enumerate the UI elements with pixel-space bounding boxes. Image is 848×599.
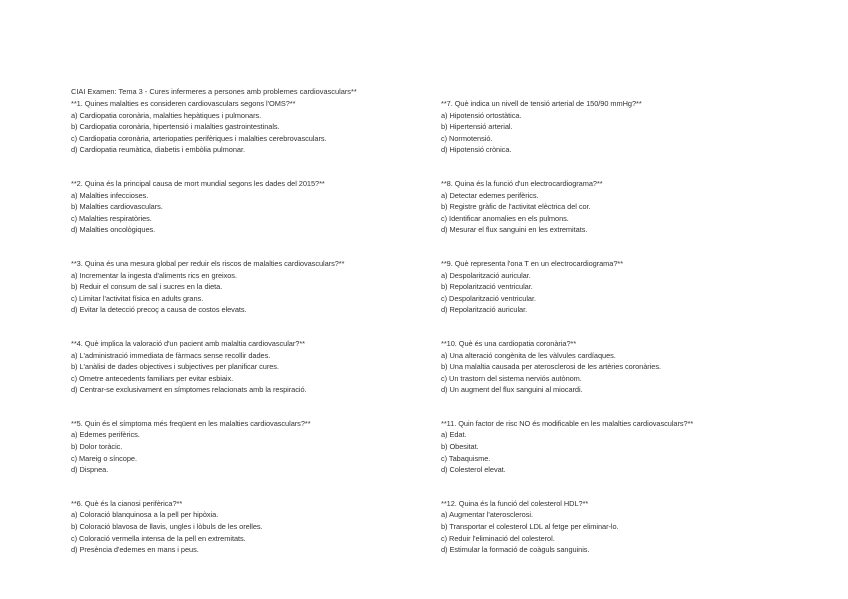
answer-option: c) Reduir l'eliminació del colesterol. — [441, 533, 555, 543]
question-block — [441, 98, 811, 156]
answer-option: a) Incrementar la ingesta d'aliments rics en greixos. — [71, 270, 237, 280]
answer-option: c) Limitar l'activitat física en adults grans. — [71, 293, 204, 303]
question-block — [441, 178, 811, 236]
answer-option: a) Coloració blanquinosa a la pell per hipòxia. — [71, 510, 219, 520]
answer-option: d) Un augment del flux sanguini al miocardi. — [441, 385, 583, 395]
answer-option: c) Un trastorn del sistema nerviós autònom. — [441, 373, 582, 383]
question-text: **8. Quina és la funció d'un electrocardiograma?** — [441, 178, 603, 188]
question-text: **11. Quin factor de risc NO és modificable en les malalties cardiovasculars?** — [441, 418, 694, 428]
answer-option: a) Augmentar l'aterosclerosi. — [441, 510, 533, 520]
answer-option: c) Identificar anomalies en els pulmons. — [441, 213, 569, 223]
left-column — [71, 98, 441, 578]
answer-option: c) Ometre antecedents familiars per evitar esbiaix. — [71, 373, 234, 383]
answer-option: b) Coloració blavosa de llavis, ungles i lòbuls de les orelles. — [71, 522, 263, 532]
question-block — [441, 498, 811, 556]
answer-option: d) Hipotensió crònica. — [441, 145, 512, 155]
question-text: **6. Què és la cianosi perifèrica?** — [71, 498, 183, 508]
answer-option: d) Malalties oncològiques. — [71, 225, 156, 235]
answer-option: d) Presència d'edemes en mans i peus. — [71, 545, 199, 555]
answer-option: d) Repolarització auricular. — [441, 305, 528, 315]
question-text: **1. Quines malalties es consideren cardiovasculars segons l'OMS?** — [71, 99, 296, 108]
answer-option: b) Una malaltia causada per aterosclerosi de les artèries coronàries. — [441, 362, 662, 372]
question-text: **2. Quina és la principal causa de mort mundial segons les dades del 2015?** — [71, 178, 325, 188]
answer-option: b) Repolarització ventricular. — [441, 282, 533, 292]
page-title: CIAI Examen: Tema 3 - Cures infermeres a persones amb problemes cardiovasculars** — [71, 87, 357, 96]
answer-option: a) Despolarització auricular. — [441, 270, 531, 280]
answer-option: b) Obesitat. — [441, 442, 479, 452]
answer-option: a) L'administració immediata de fàrmacs sense recollir dades. — [71, 350, 271, 360]
answer-option: d) Estimular la formació de coàguls sanguinis. — [441, 545, 590, 555]
answer-option: d) Evitar la detecció precoç a causa de costos elevats. — [71, 305, 247, 315]
answer-option: b) Transportar el colesterol LDL al fetge per eliminar-lo. — [441, 522, 619, 532]
question-block — [71, 178, 441, 236]
answer-option: a) Edemes perifèrics. — [71, 430, 140, 440]
question-text: **5. Quin és el símptoma més freqüent en les malalties cardiovasculars?** — [71, 418, 311, 428]
answer-option: c) Coloració vermella intensa de la pell en extremitats. — [71, 533, 246, 543]
answer-option: d) Colesterol elevat. — [441, 465, 506, 475]
question-block — [441, 338, 811, 396]
answer-option: c) Normotensió. — [441, 133, 493, 143]
question-block — [71, 418, 441, 476]
answer-option: d) Dispnea. — [71, 465, 109, 475]
question-text: **9. Què representa l'ona T en un electrocardiograma?** — [441, 258, 624, 268]
answer-option: b) Reduir el consum de sal i sucres en la dieta. — [71, 282, 223, 292]
answer-option: b) Registre gràfic de l'activitat elèctrica del cor. — [441, 202, 591, 212]
answer-option: d) Centrar-se exclusivament en símptomes relacionats amb la respiració. — [71, 385, 307, 395]
answer-option: a) Una alteració congènita de les vàlvules cardíaques. — [441, 350, 616, 360]
right-column — [441, 98, 811, 578]
question-text: **10. Què és una cardiopatia coronària?** — [441, 338, 577, 348]
question-block — [71, 258, 441, 316]
question-text: **12. Quina és la funció del colesterol HDL?** — [441, 498, 589, 508]
question-text: **3. Quina és una mesura global per reduir els riscos de malalties cardiovasculars?** — [71, 258, 345, 268]
answer-option: a) Malalties infeccioses. — [71, 190, 149, 200]
answer-option: c) Mareig o síncope. — [71, 453, 137, 463]
question-block — [71, 98, 441, 156]
answer-option: b) Malalties cardiovasculars. — [71, 202, 163, 212]
answer-option: a) Edat. — [441, 430, 467, 440]
question-block — [441, 258, 811, 316]
answer-option: b) Hipertensió arterial. — [441, 122, 513, 132]
answer-option: d) Cardiopatia reumàtica, diabetis i embòlia pulmonar. — [71, 145, 245, 155]
question-block — [71, 498, 441, 556]
answer-option: b) L'anàlisi de dades objectives i subjectives per planificar cures. — [71, 362, 279, 372]
answer-option: b) Cardiopatia coronària, hipertensió i malalties gastrointestinals. — [71, 122, 280, 132]
question-text: **7. Què indica un nivell de tensió arterial de 150/90 mmHg?** — [441, 99, 642, 108]
answer-option: a) Detectar edemes perifèrics. — [441, 190, 539, 200]
answer-option: d) Mesurar el flux sanguini en les extremitats. — [441, 225, 588, 235]
answer-option: a) Hipotensió ortostàtica. — [441, 110, 522, 120]
answer-option: c) Tabaquisme. — [441, 453, 491, 463]
answer-option: c) Malalties respiratòries. — [71, 213, 152, 223]
question-text: **4. Què implica la valoració d'un pacient amb malaltia cardiovascular?** — [71, 338, 305, 348]
question-block — [441, 418, 811, 476]
answer-option: a) Cardiopatia coronària, malalties hepàtiques i pulmonars. — [71, 110, 262, 120]
question-block — [71, 338, 441, 396]
answer-option: b) Dolor toràcic. — [71, 442, 123, 452]
answer-option: c) Despolarització ventricular. — [441, 293, 536, 303]
answer-option: c) Cardiopatia coronària, arteriopaties perifèriques i malalties cerebrovasculars. — [71, 133, 327, 143]
